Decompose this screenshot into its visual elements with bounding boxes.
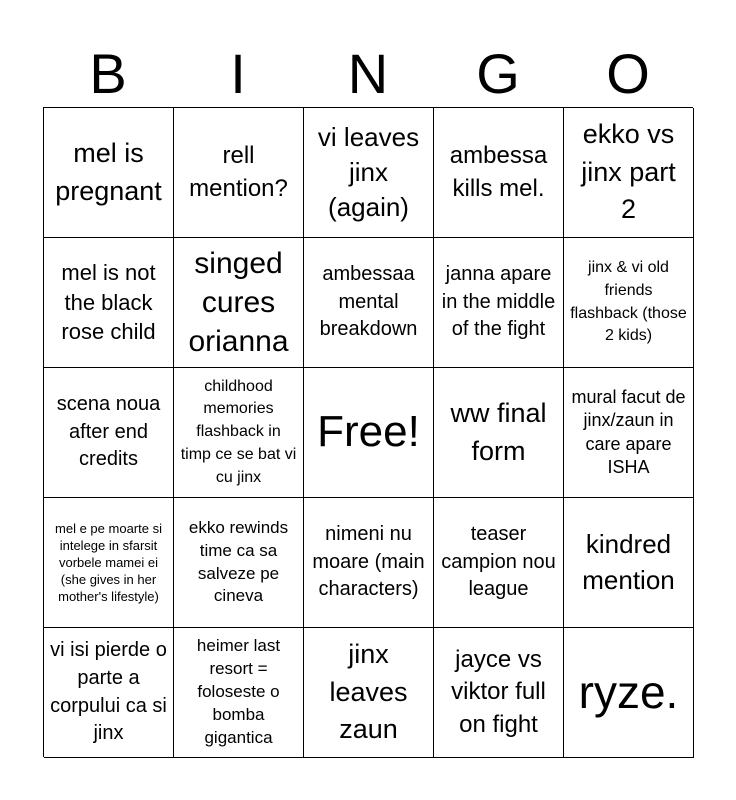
header-letter-o: O (606, 42, 650, 105)
cell-text: ww final form (450, 397, 547, 466)
cell-text: heimer last resort = foloseste o bomba gigantica (196, 636, 281, 747)
header-letter-g: G (476, 42, 520, 105)
cell-text: nimeni nu moare (main characters) (312, 523, 425, 601)
bingo-board (43, 107, 693, 757)
bingo-cell-r2c5[interactable] (564, 238, 694, 368)
cell-text: jinx leaves zaun (329, 638, 408, 745)
cell-text: singed cures orianna (188, 247, 289, 358)
cell-text: mel is not the black rose child (61, 259, 156, 345)
cell-text: mel is pregnant (55, 137, 162, 206)
bingo-cell-r1c5[interactable] (564, 108, 694, 238)
cell-text: scena noua after end credits (56, 393, 161, 471)
bingo-cell-r1c4[interactable] (434, 108, 564, 238)
cell-text: ryze. (578, 666, 679, 719)
cell-text: kindred mention (582, 529, 675, 595)
bingo-cell-r3c5[interactable] (564, 368, 694, 498)
cell-text: childhood memories flashback in timp ce se bat vi cu jinx (180, 377, 297, 486)
cell-text: Free! (317, 407, 420, 457)
cell-text: janna apare in the middle of the fight (441, 263, 556, 341)
bingo-cell-r1c2[interactable] (174, 108, 304, 238)
bingo-cell-r5c3[interactable] (304, 628, 434, 758)
bingo-cell-free[interactable] (304, 368, 434, 498)
bingo-cell-r2c1[interactable] (44, 238, 174, 368)
header-letter-i: I (230, 42, 246, 105)
cell-text: vi leaves jinx (again) (317, 121, 420, 223)
cell-text: jinx & vi old friends flashback (those 2 kids) (570, 259, 687, 345)
bingo-cell-r5c4[interactable] (434, 628, 564, 758)
bingo-cell-r4c2[interactable] (174, 498, 304, 628)
cell-text: ekko rewinds time ca sa salveze pe cineva (188, 517, 289, 606)
header-letter-b: B (89, 42, 127, 105)
bingo-cell-r2c4[interactable] (434, 238, 564, 368)
cell-text: ekko vs jinx part 2 (581, 118, 676, 225)
cell-text: teaser campion nou league (441, 523, 556, 601)
bingo-cell-r5c1[interactable] (44, 628, 174, 758)
bingo-cell-r1c3[interactable] (304, 108, 434, 238)
bingo-cell-r2c2[interactable] (174, 238, 304, 368)
cell-text: ambessaa mental breakdown (319, 263, 418, 341)
cell-text: ambessa kills mel. (449, 142, 548, 202)
bingo-cell-r2c3[interactable] (304, 238, 434, 368)
bingo-cell-r4c5[interactable] (564, 498, 694, 628)
header-letter-n: N (347, 42, 389, 105)
bingo-header (43, 40, 693, 108)
bingo-cell-r4c4[interactable] (434, 498, 564, 628)
bingo-cell-r5c5[interactable] (564, 628, 694, 758)
bingo-cell-r3c2[interactable] (174, 368, 304, 498)
bingo-cell-r5c2[interactable] (174, 628, 304, 758)
bingo-cell-r3c1[interactable] (44, 368, 174, 498)
bingo-cell-r3c4[interactable] (434, 368, 564, 498)
cell-text: vi isi pierde o parte a corpului ca si jinx (50, 639, 167, 745)
bingo-cell-r4c1[interactable] (44, 498, 174, 628)
bingo-cell-r4c3[interactable] (304, 498, 434, 628)
cell-text: jayce vs viktor full on fight (451, 645, 546, 738)
cell-text: rell mention? (189, 142, 288, 202)
cell-text: mel e pe moarte si intelege in sfarsit vorbele mamei ei (she gives in her mother's lifestyle) (55, 520, 162, 605)
cell-text: mural facut de jinx/zaun in care apare ISHA (571, 386, 686, 477)
bingo-cell-r1c1[interactable] (44, 108, 174, 238)
